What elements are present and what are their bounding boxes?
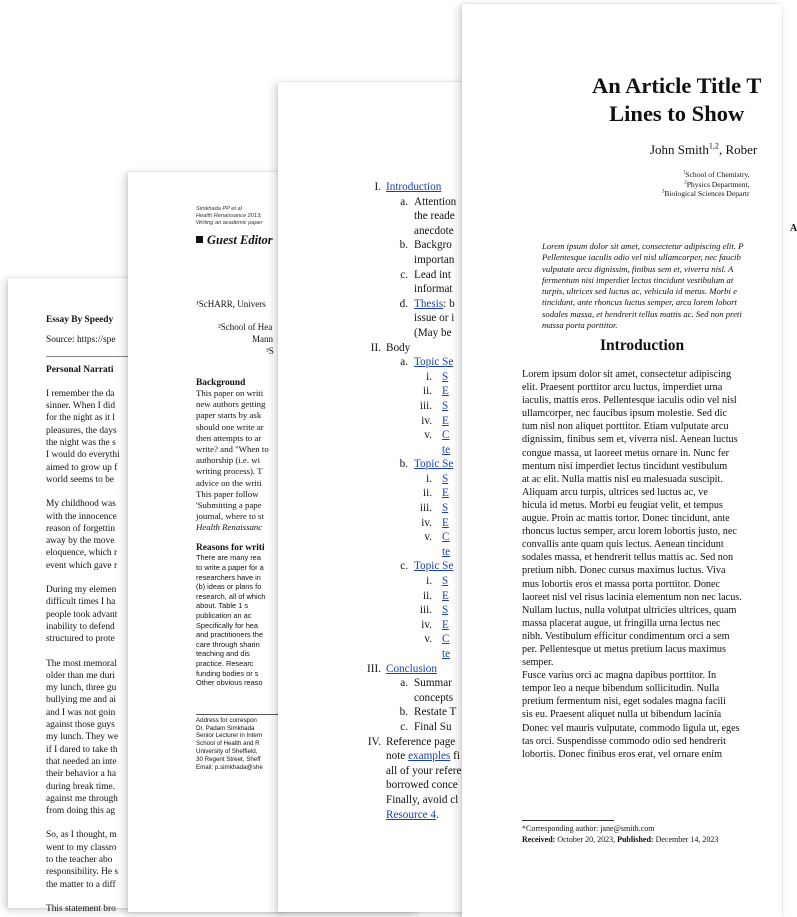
outline-number: b. [399, 458, 408, 471]
square-bullet-icon [196, 236, 203, 243]
essay-title: Essay By Speedy [46, 315, 114, 325]
text-line: older than me duri [46, 670, 115, 681]
section-banner-label: Guest Editor [207, 233, 273, 247]
abstract-line: fermentum nisi imperdiet lectus tincidunt vestibulum at [542, 274, 734, 285]
header-line: Health Renaissance 2013; [196, 213, 262, 219]
publication-dates [522, 835, 718, 846]
text-line: This statement bro [46, 903, 116, 914]
outline-number: iii. [419, 604, 432, 617]
outline-text: . [436, 808, 439, 821]
text-line: and I was not goin [46, 707, 116, 718]
author-affiliation-marks: 1,2 [708, 141, 719, 151]
abstract-heading: A [790, 223, 797, 234]
text-line: inability to defend [46, 621, 115, 632]
outline-number: ii. [422, 487, 432, 500]
text-line: went to my classro [46, 842, 117, 853]
text-line: with the innocence [46, 511, 117, 522]
text-line: authorship (i.e. wi [196, 455, 261, 466]
outline-item-content [386, 808, 439, 823]
body-line: lobortis. Donec finibus eros erat, vel ornare enim [522, 748, 723, 760]
text-line: eloquence, which r [46, 548, 118, 559]
affiliation-mark: 3 [662, 189, 665, 195]
affiliation [662, 170, 750, 180]
affiliation-text: Biological Sciences Departr [664, 189, 750, 199]
outline-item-content [442, 603, 448, 618]
outline-number: v. [424, 429, 432, 442]
body-line: Aliquam arcu turpis, ultrices sed luctus ac, ve [522, 486, 708, 498]
body-line: nibh. Vestibulum efficitur condimentum orci a sem [522, 630, 730, 642]
text-line: My childhood was [46, 499, 116, 510]
outline-text: fi [450, 750, 460, 763]
outline-link[interactable]: C [442, 531, 450, 544]
outline-number: a. [400, 195, 408, 208]
text-line: then attempts to ar [196, 432, 262, 443]
outline-item-content [414, 195, 456, 210]
outline-link[interactable]: te [442, 545, 451, 558]
outline-number: v. [424, 531, 432, 544]
address-line: Dr. Padam Simkhada [196, 724, 255, 732]
outline-item-content [442, 516, 449, 531]
address-line: Senior Lecturer in Intern [196, 732, 263, 740]
text-line: journal, where to st [196, 511, 264, 522]
outline-text: Body [386, 341, 411, 354]
text-line: if I dared to take th [46, 744, 118, 755]
outline-text: Attention [414, 195, 457, 208]
header-line: Writing an academic paper [196, 220, 263, 226]
outline-item-content [414, 282, 453, 297]
outline-item-content [414, 209, 455, 224]
outline-text: Lead int [414, 268, 451, 281]
body-line: tum nisl non aliquet porttitor. Etiam vulputate arcu [522, 421, 729, 433]
outline-text: note [386, 750, 409, 763]
body-line: tempor leo a neque bibendum sollicitudin. Nulla [522, 683, 720, 695]
outline-number: i. [426, 472, 432, 485]
outline-link[interactable]: S [442, 370, 449, 383]
outline-item-content [414, 705, 456, 720]
text-line: to write a paper for a [196, 563, 264, 573]
text-line: to the teacher abo [46, 854, 113, 865]
outline-number: d. [399, 297, 408, 310]
outline-text: all of your refere [386, 764, 462, 777]
body-line: hicula id metus. Morbi eu feugiat velit, et tempus [522, 499, 723, 511]
outline-text: the reade [414, 210, 455, 223]
body-line: dignissim, finibus sem et, viverra nisl. Aenean luctus [522, 434, 738, 446]
outline-number: b. [399, 706, 408, 719]
text-line: Specifically for hea [196, 620, 259, 630]
outline-number: III. [367, 662, 381, 675]
text-line: So, as I thought, m [46, 830, 117, 841]
outline-number: II. [370, 341, 381, 354]
outline-link[interactable]: S [442, 575, 449, 588]
affiliation-text: School of Chemistry, [685, 170, 750, 179]
outline-item-content [414, 355, 453, 370]
outline-number: c. [400, 720, 408, 733]
outline-text: concepts [414, 691, 454, 704]
text-line: about. Table 1 s [196, 601, 249, 611]
text-line: care through sharin [196, 639, 260, 649]
address-line: Address for correspon [196, 716, 257, 724]
outline-link[interactable]: Introduction [386, 181, 442, 193]
text-line: pleasures, the days [46, 425, 117, 436]
outline-text: (May be [414, 326, 452, 339]
body-line: congue massa, ut laoreet metus ornare in. Nunc fer [522, 447, 730, 459]
text-line: This paper on writi [196, 388, 264, 398]
body-line: tas orci. Suspendisse commodo odio sed hendrerit [522, 735, 726, 747]
outline-item-content [386, 778, 458, 793]
affiliation-text: Physics Department, [686, 179, 750, 189]
text-line: advice on the writi [196, 477, 262, 488]
text-line: structured to prote [46, 634, 115, 645]
text-line: I remember the da [46, 388, 115, 399]
article-body [522, 368, 742, 761]
text-line: people took advant [46, 609, 118, 620]
outline-link[interactable]: S [442, 604, 449, 617]
header-line: Simkhada PP et al [196, 206, 242, 212]
body-line: ullamcorper, nec faucibus ipsum molestie. Sed dic [522, 408, 727, 420]
address-line: School of Health and R [196, 740, 260, 748]
outline-item-content [414, 238, 452, 253]
text-line: my lunch, three gu [46, 683, 117, 694]
outline-item-content [414, 691, 453, 706]
body-line: sis eu. Praesent aliquet nulla ut bibendum lacinia [522, 709, 722, 721]
text-line: Other obvious reaso [196, 678, 263, 688]
outline-text: Summar [414, 677, 452, 690]
outline-link[interactable]: S [442, 399, 449, 412]
body-line: pretium nibh. Donec cursus maximus luctus. Viva [522, 565, 726, 577]
text-line: write? and "When to [196, 443, 269, 454]
title-line: Lines to Show [609, 101, 745, 126]
body-line: mus lobortis eros et massa porta porttitor. Donec [522, 578, 721, 590]
text-line: paper starts by ask [196, 410, 262, 421]
outline-item-content [414, 311, 454, 326]
article-title [592, 72, 761, 128]
text-line: aimed to grow up f [46, 462, 118, 473]
affiliation-mark: 2 [684, 180, 687, 186]
address-line: University of Sheffield, [196, 747, 258, 755]
affiliation [662, 180, 750, 190]
text-line: and practitioners the [196, 630, 263, 640]
outline-number: c. [400, 268, 408, 281]
outline-link[interactable]: S [442, 502, 449, 515]
body-line: at ac elit. Nulla mattis nisl eu malesuada suscipit. [522, 473, 723, 485]
outline-item-content [414, 457, 453, 472]
outline-number: b. [399, 239, 408, 252]
affiliation-mark: 1 [682, 170, 686, 176]
outline-text: : b [443, 297, 455, 310]
outline-link[interactable]: E [442, 385, 449, 398]
abstract-line: massa porta porttitor. [542, 320, 618, 331]
outline-item-content [442, 414, 449, 429]
text-line: should one write ar [196, 421, 264, 432]
outline-text: Finally, avoid cl [386, 793, 459, 806]
body-line: laoreet nisl vel risus lacinia elementum non nec lacus. [522, 591, 742, 603]
outline-number: i. [426, 370, 432, 383]
outline-link[interactable]: C [442, 429, 450, 442]
text-line: the matter to a diff [46, 879, 116, 890]
published-date: December 14, 2023 [653, 834, 719, 844]
outline-item-content [442, 618, 449, 633]
outline-item-content [386, 735, 455, 750]
outline-link[interactable]: E [442, 487, 449, 500]
author-name: , Rober [718, 142, 758, 157]
outline-item-content [442, 472, 448, 487]
outline-item-content [386, 793, 458, 808]
outline-text: importan [414, 253, 455, 266]
text-line: away by the move [46, 536, 115, 547]
outline-link[interactable]: te [442, 648, 451, 660]
outline-item-content [442, 428, 449, 443]
outline-item-content [442, 545, 450, 560]
published-label: Published: [617, 834, 654, 844]
background-heading: Background [196, 378, 246, 388]
outline-item-content [442, 632, 449, 647]
body-line: Nullam luctus, nulla volutpat ultricies ultrices, quam [522, 604, 737, 616]
outline-item-content [442, 501, 448, 516]
reasons-heading: Reasons for writi [196, 543, 265, 554]
text-line: during break time. [46, 781, 115, 792]
abstract-text [542, 241, 743, 331]
text-line: practice. Researc [196, 658, 254, 668]
text-line: sinner. When I did [46, 401, 116, 412]
outline-number: iv. [421, 414, 432, 427]
outline-item-content [414, 720, 452, 735]
text-line: (b) ideas or plans fo [196, 582, 262, 592]
outline-text: Reference page [386, 735, 456, 748]
outline-item-content [414, 297, 455, 312]
outline-text: Backgro [414, 239, 452, 252]
abstract-line: sodales massa, et hendrerit tellus mattis ac. Sed non preti [542, 308, 742, 319]
outline-item-content [386, 662, 437, 677]
text-line: event which gave r [46, 560, 118, 571]
outline-item-content [442, 443, 450, 458]
text-line: from doing this ag [46, 806, 116, 817]
body-line: per. Pellentesque ut metus pretium lacus maximus [522, 643, 726, 655]
text-line: against me through [46, 793, 118, 804]
outline-item-content [414, 268, 451, 283]
affiliation: ²School of Hea [218, 322, 273, 332]
outline-item-content [414, 253, 454, 268]
author-list [650, 142, 757, 158]
text-line: There are many rea [196, 553, 261, 563]
text-line: research, all of which [196, 591, 266, 601]
text-line: difficult times I ha [46, 597, 116, 608]
journal-name: Health Renaissanc [196, 522, 263, 533]
affiliation: ³S [266, 346, 274, 356]
text-line: During my elemen [46, 585, 117, 596]
text-line: The most memoral [46, 658, 117, 669]
outline-link[interactable]: E [442, 516, 449, 529]
affiliation: ¹ScHARR, Univers [196, 299, 266, 309]
outline-number: a. [400, 677, 408, 690]
outline-number: v. [424, 633, 432, 646]
essay-source: Source: https://spe [46, 335, 116, 346]
outline-link[interactable]: te [442, 443, 451, 456]
outline-item-content [414, 224, 454, 239]
outline-link[interactable]: examples [408, 750, 451, 763]
affiliation: Mann [252, 334, 273, 344]
body-line: mentum nisi imperdiet lectus tincidunt vestibulum [522, 460, 728, 472]
text-line: for the night as it l [46, 413, 115, 424]
outline-text: issue or i [414, 312, 455, 325]
body-line: elit. Praesent porttitor arcu luctus, imperdiet urna [522, 382, 723, 394]
abstract-line: vulputate arcu dignissim, finibus sem et, viverra nisl. A [542, 263, 734, 274]
text-line: responsibility. He s [46, 867, 119, 878]
outline-text: anecdote [414, 224, 454, 237]
footnote-divider [522, 820, 614, 821]
outline-link[interactable]: E [442, 414, 449, 427]
affiliation [662, 189, 750, 199]
outline-item-content [442, 589, 449, 604]
outline-number: IV. [367, 735, 381, 748]
outline-text: Final Su [414, 720, 452, 733]
text-line: that needed an inte [46, 756, 117, 767]
text-line: world seems to be [46, 474, 114, 485]
abstract-line: Pellentesque iaculis odio vel nisl ullamcorper, nec faucib [542, 252, 741, 263]
outline-item-content [442, 647, 450, 662]
outline-number: i. [426, 575, 432, 588]
outline-link[interactable]: Conclusion [386, 662, 437, 675]
text-line: 'Submitting a pape [196, 499, 262, 510]
text-line: against those guys [46, 720, 115, 731]
text-line: bullying me and ai [46, 695, 117, 706]
outline-link[interactable]: C [442, 633, 450, 646]
outline-text: Restate T [414, 706, 457, 719]
body-line: rhoncus luctus semper, arcu lorem lobortis justo, nec [522, 526, 737, 538]
outline-item-content [414, 559, 453, 574]
text-line: I would do everythi [46, 450, 120, 461]
outline-item-content [442, 574, 448, 589]
text-line: funding bodies or s [196, 668, 259, 678]
outline-item-content [442, 399, 448, 414]
text-line: researchers have in [196, 572, 261, 582]
body-line: convallis ante quam quis lectus. Aenean tincidunt [522, 539, 724, 551]
text-line: their behavior a ha [46, 769, 117, 780]
body-line: sodales massa, et hendrerit tellus mattis ac. Sed non [522, 552, 734, 564]
outline-item-content [442, 384, 449, 399]
outline-link[interactable]: Thesis [414, 297, 444, 310]
outline-link[interactable]: E [442, 618, 449, 631]
outline-link[interactable]: S [442, 472, 449, 485]
text-line: writing process). T [196, 466, 263, 477]
text-line: the night was the s [46, 438, 116, 449]
text-line: new authors getting [196, 399, 266, 410]
outline-number: c. [400, 560, 408, 573]
outline-link[interactable]: Topic Se [414, 458, 454, 471]
outline-number: iii. [419, 399, 432, 412]
text-line: my lunch. They we [46, 732, 119, 743]
abstract-line: Lorem ipsum dolor sit amet, consectetur adipiscing elit. P [542, 241, 744, 251]
abstract-line: turpis, ultrices sed luctus ac, vehicula id metus. Morbi e [542, 286, 737, 297]
body-line: pretium fermentum nisi, eget sodales magna facili [522, 696, 726, 708]
body-line: Lorem ipsum dolor sit amet, consectetur adipiscing [522, 369, 732, 380]
outline-link[interactable]: Topic Se [414, 356, 454, 369]
outline-item-content [442, 530, 449, 545]
outline-item-content [442, 486, 449, 501]
body-line: Fusce varius orci ac magna dapibus porttitor. In [522, 670, 717, 682]
outline-number: iv. [421, 516, 432, 529]
body-line: Donec vel mauris vulputate, commodo ligula ut, eges [522, 722, 740, 734]
outline-text: informat [414, 283, 453, 296]
affiliation-list [662, 170, 750, 199]
outline-number: I. [374, 181, 381, 193]
outline-number: a. [400, 356, 408, 369]
address-line: Email: p.simkhada@she [196, 763, 263, 771]
corresponding-author: *Corresponding author: jane@smith.com [522, 824, 655, 833]
outline-item-content [386, 749, 460, 764]
outline-item-content [442, 370, 448, 385]
essay-heading: Personal Narrati [46, 364, 114, 375]
outline-number: ii. [422, 589, 432, 602]
outline-item-content [386, 180, 441, 195]
outline-number: ii. [422, 385, 432, 398]
outline-link[interactable]: Topic Se [414, 560, 454, 573]
text-line: publication an ac [196, 611, 252, 621]
abstract-line: tincidunt, ante rhoncus luctus semper, arcu lorem lobort [542, 297, 737, 308]
body-line: massa placerat augue, ut fringilla urna lectus nec [522, 617, 721, 629]
address-line: 30 Regent Street, Sheff [196, 755, 261, 763]
body-line: augue. Proin ac mattis tortor. Donec tincidunt, ante [522, 513, 730, 525]
body-line: iaculis, mattis eros. Pellentesque iaculis odio vel nisl [522, 395, 737, 407]
article-page [462, 4, 797, 917]
footnote [522, 824, 718, 845]
outline-item-content [414, 326, 452, 341]
received-label: Received: [522, 834, 556, 844]
outline-item-content [414, 676, 452, 691]
outline-link[interactable]: E [442, 589, 449, 602]
section-heading: Introduction [600, 337, 685, 354]
author-name: John Smith [650, 142, 709, 157]
outline-number: iv. [421, 618, 432, 631]
text-line: This paper follow [196, 488, 259, 499]
text-line: reason of forgettin [46, 523, 116, 534]
text-line: teaching and dis [196, 649, 250, 659]
outline-item-content [386, 764, 461, 779]
title-line: An Article Title T [592, 73, 762, 98]
received-date: October 20, 2023, [555, 834, 618, 844]
outline-link[interactable]: Resource 4 [386, 808, 437, 821]
body-line: semper. [522, 657, 554, 669]
outline-item-content [386, 341, 410, 356]
outline-text: borrowed conce [386, 779, 458, 792]
outline-number: iii. [419, 502, 432, 515]
